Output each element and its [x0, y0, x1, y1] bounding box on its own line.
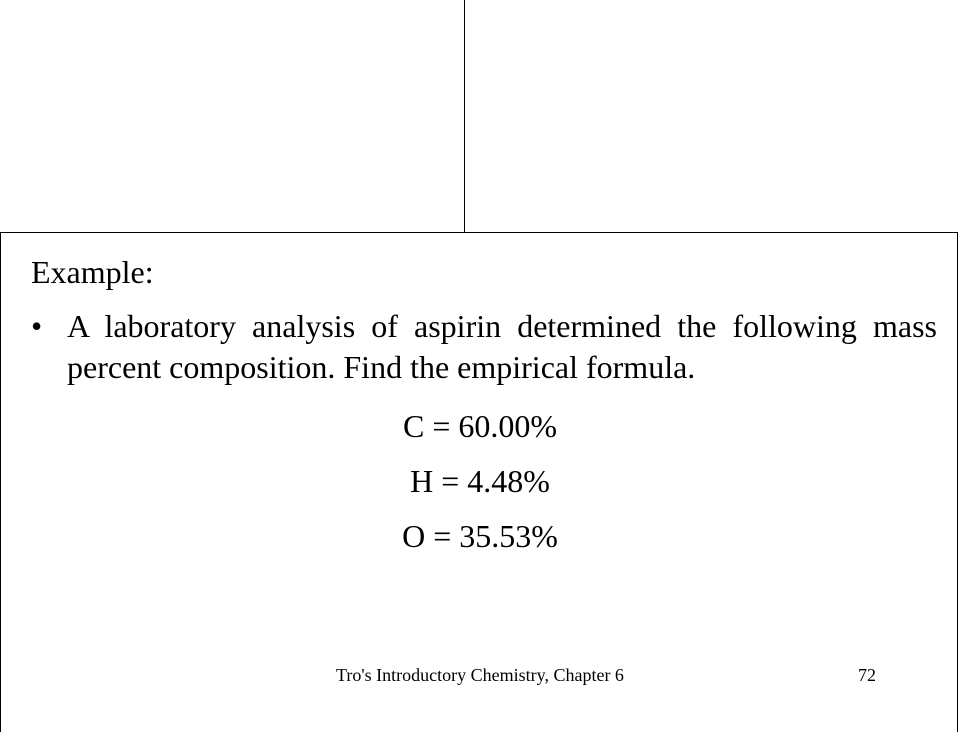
- slide-number: 72: [858, 665, 876, 685]
- carbon-percentage: C = 60.00%: [402, 408, 558, 444]
- footer-source: Tro's Introductory Chemistry, Chapter 6: [336, 665, 624, 685]
- bullet-text: A laboratory analysis of aspirin determined the following mass percent composition. Find the empirical formula.: [67, 308, 937, 385]
- oxygen-percentage: O = 35.53%: [402, 518, 558, 554]
- top-vertical-divider: [464, 0, 465, 233]
- hydrogen-percentage: H = 4.48%: [410, 463, 550, 499]
- example-label: Example:: [31, 254, 154, 290]
- bullet-symbol: •: [31, 308, 43, 344]
